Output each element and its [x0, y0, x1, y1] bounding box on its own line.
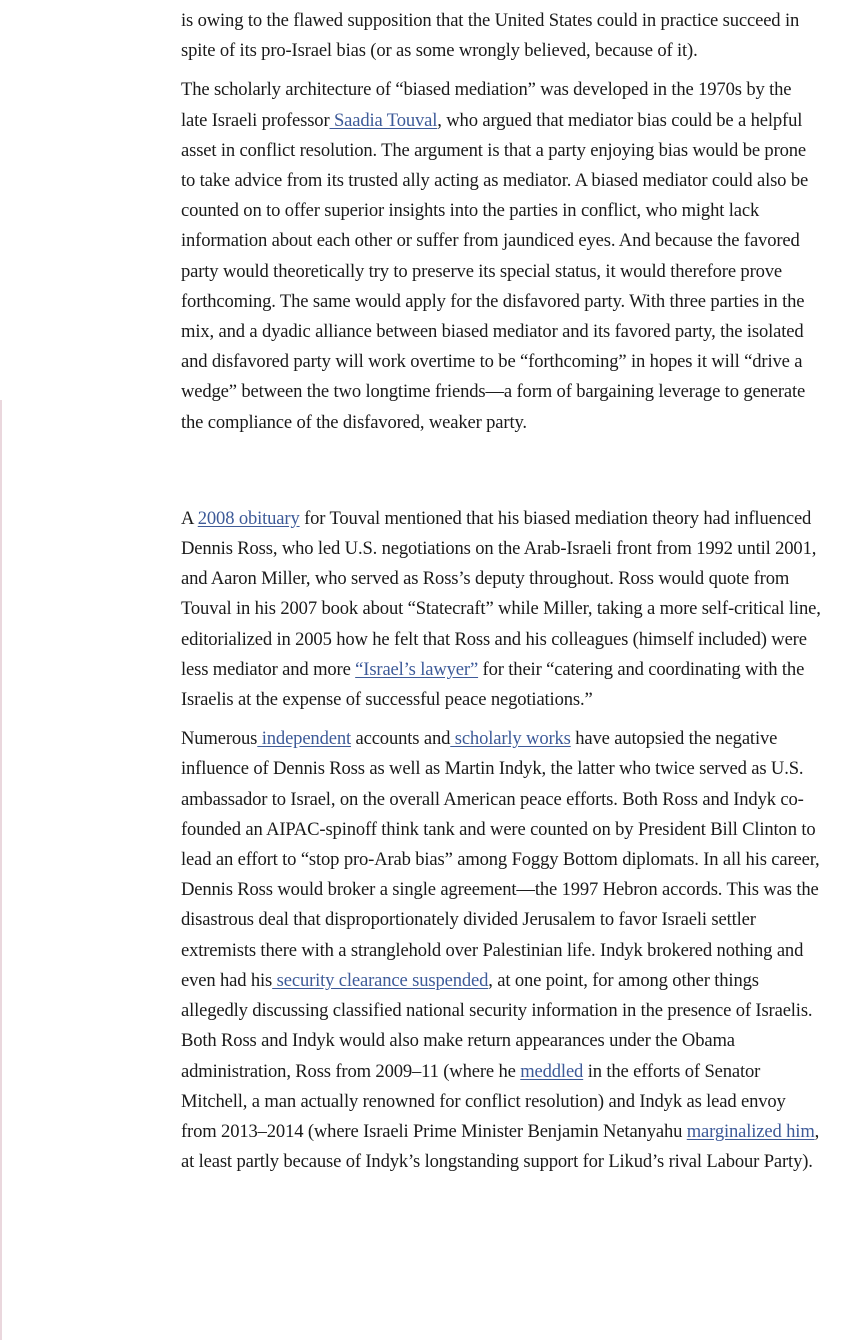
link-2008-obituary[interactable]: 2008 obituary: [197, 507, 300, 529]
paragraph-text: A: [181, 507, 198, 529]
link-security-clearance-suspended[interactable]: security clearance suspended: [272, 969, 489, 991]
paragraph-3: [181, 504, 821, 715]
paragraph-text: have autopsied the negative influence of Dennis Ross as well as Martin Indyk, the latter who twice served as U.S. ambassador to Israel, on the overall American peace efforts. Both Ross and Indyk co-founded an AIPAC-spinoff think tank and were counted on by President Bill Clinton to lead an effort to “stop pro-Arab bias” among Foggy Bottom diplomats. In all his career, Dennis Ross would broker a single agreement—the 1997 Hebron accords. This was the disastrous deal that disproportionately divided Jerusalem to favor Israeli settler extremists there with a stranglehold over Palestinian life. Indyk brokered nothing and even had his: [181, 728, 820, 991]
paragraph-4: [181, 724, 821, 1177]
link-israels-lawyer[interactable]: “Israel’s lawyer”: [355, 658, 479, 680]
link-scholarly-works[interactable]: scholarly works: [450, 728, 571, 750]
paragraph-2: [181, 75, 821, 437]
paragraph-text: for Touval mentioned that his biased mediation theory had influenced Dennis Ross, who led U.S. negotiations on the Arab-Israeli front from 1992 until 2001, and Aaron Miller, who served as Ross’s deputy throughout. Ross would quote from Touval in his 2007 book about “Statecraft” while Miller, taking a more self-critical line, editorialized in 2005 how he felt that Ross and his colleagues (himself included) were less mediator and more: [181, 507, 821, 680]
paragraph-text: Numerous: [181, 728, 258, 750]
paragraph-text: is owing to the flawed supposition that the United States could in practice succeed in spite of its pro-Israel bias (or as some wrongly believed, because of it).: [181, 10, 800, 62]
paragraph-text: The scholarly architecture of “biased mediation” was developed in the 1970s by the late Israeli professor: [181, 79, 792, 131]
link-marginalized-him[interactable]: marginalized him: [686, 1120, 815, 1142]
link-meddled[interactable]: meddled: [520, 1060, 584, 1082]
paragraph-text: for their “catering and coordinating with the Israelis at the expense of successful peace negotiations.”: [181, 658, 805, 711]
link-independent[interactable]: independent: [257, 728, 351, 750]
left-edge-rule: [0, 400, 2, 1340]
paragraph-text: , at least partly because of Indyk’s longstanding support for Likud’s rival Labour Party).: [181, 1120, 820, 1173]
paragraph-1: [181, 6, 821, 66]
article-body: [181, 6, 821, 1177]
paragraph-text: , at one point, for among other things allegedly discussing classified national security information in the presence of Israelis. Both Ross and Indyk would also make return appearances under the Obama administration, Ross from 2009–11 (where he: [181, 969, 813, 1082]
paragraph-text: accounts and: [351, 728, 451, 750]
paragraph-text: , who argued that mediator bias could be a helpful asset in conflict resolution. The argument is that a party enjoying bias would be prone to take advice from its trusted ally acting as mediator. A biased mediator could also be counted on to offer superior insights into the parties in conflict, who might lack information about each other or suffer from jaundiced eyes. And because the favored party would theoretically try to preserve its special status, it would therefore prove forthcoming. The same would apply for the disfavored party. With three parties in the mix, and a dyadic alliance between biased mediator and its favored party, the isolated and disfavored party will work overtime to be “forthcoming” in hopes it will “drive a wedge” between the two longtime friends—a form of bargaining leverage to generate the compliance of the disfavored, weaker party.: [181, 109, 809, 433]
link-saadia-touval[interactable]: Saadia Touval: [329, 109, 438, 131]
paragraph-text: in the efforts of Senator Mitchell, a man actually renowned for conflict resolution) and Indyk as lead envoy from 2013–2014 (where Israeli Prime Minister Benjamin Netanyahu: [181, 1060, 786, 1142]
